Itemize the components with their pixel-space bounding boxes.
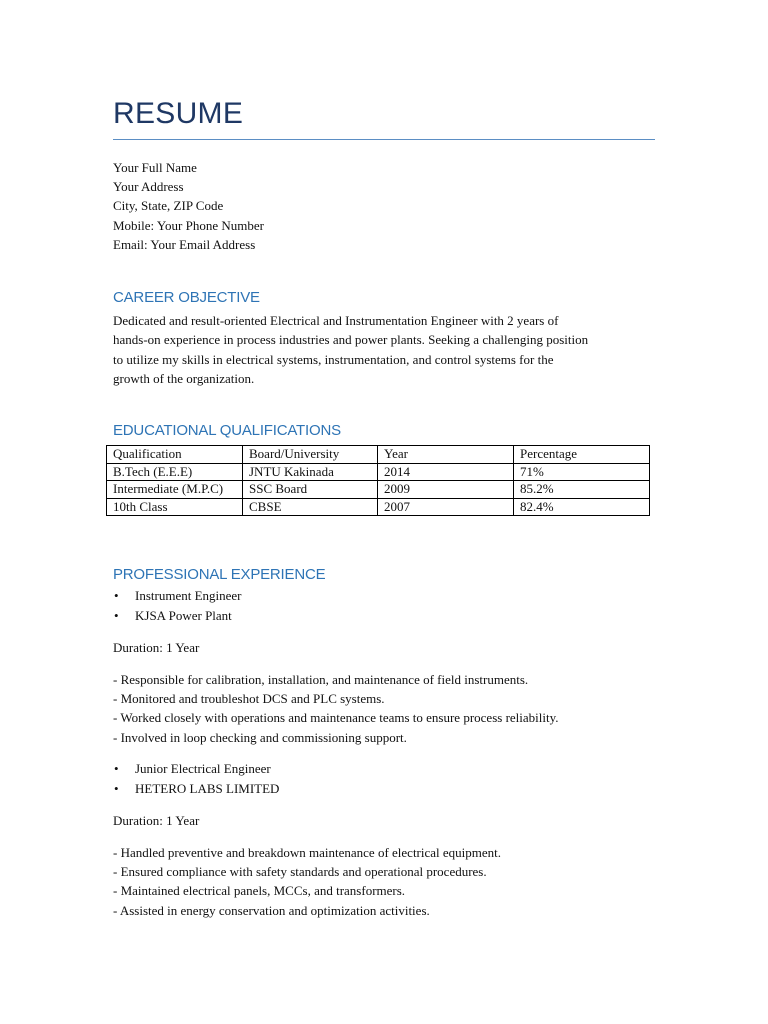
objective-line: to utilize my skills in electrical systems, instrumentation, and control systems for the xyxy=(113,351,554,367)
table-cell: 82.4% xyxy=(514,498,650,516)
duty-line: - Monitored and troubleshot DCS and PLC systems. xyxy=(113,691,385,707)
table-header-cell: Percentage xyxy=(514,446,650,464)
job-1-duties xyxy=(113,670,559,747)
duty-line: - Involved in loop checking and commissioning support. xyxy=(113,729,407,745)
table-cell: SSC Board xyxy=(243,481,378,499)
duty-line: - Ensured compliance with safety standards and operational procedures. xyxy=(113,864,487,880)
contact-name: Your Full Name xyxy=(113,160,197,175)
list-item xyxy=(113,586,242,606)
list-item xyxy=(113,779,279,799)
job-role: Junior Electrical Engineer xyxy=(135,761,271,776)
career-objective-heading: CAREER OBJECTIVE xyxy=(113,289,260,306)
objective-line: Dedicated and result-oriented Electrical and Instrumentation Engineer with 2 years of xyxy=(113,313,559,328)
duty-line: - Responsible for calibration, installation, and maintenance of field instruments. xyxy=(113,672,529,687)
table-header-cell: Qualification xyxy=(107,446,243,464)
title-divider xyxy=(113,139,655,140)
table-cell: 2007 xyxy=(378,498,514,516)
job-2-duties xyxy=(113,843,501,920)
table-cell: Intermediate (M.P.C) xyxy=(107,481,243,499)
bullet-icon: • xyxy=(114,780,119,796)
objective-line: hands-on experience in process industries and power plants. Seeking a challenging position xyxy=(113,332,589,348)
job-1-summary xyxy=(113,586,242,625)
contact-email: Email: Your Email Address xyxy=(113,236,256,252)
duty-line: - Worked closely with operations and maintenance teams to ensure process reliability. xyxy=(113,710,559,726)
list-item xyxy=(113,606,242,626)
duty-line: - Handled preventive and breakdown maintenance of electrical equipment. xyxy=(113,845,502,860)
table-cell: 71% xyxy=(514,463,650,481)
bullet-icon: • xyxy=(114,607,119,623)
table-row xyxy=(107,498,650,516)
table-cell: JNTU Kakinada xyxy=(243,463,378,481)
job-2-summary xyxy=(113,759,279,798)
table-row xyxy=(107,481,650,499)
job-company: HETERO LABS LIMITED xyxy=(135,780,280,796)
job-duration: Duration: 1 Year xyxy=(113,813,200,828)
table-cell: 2009 xyxy=(378,481,514,499)
experience-heading: PROFESSIONAL EXPERIENCE xyxy=(113,566,326,583)
objective-line: growth of the organization. xyxy=(113,370,255,386)
table-cell: 85.2% xyxy=(514,481,650,499)
table-header-cell: Board/University xyxy=(243,446,378,464)
duty-line: - Assisted in energy conservation and optimization activities. xyxy=(113,902,430,918)
career-objective-text xyxy=(113,311,658,388)
page-title: RESUME xyxy=(113,97,244,130)
table-cell: B.Tech (E.E.E) xyxy=(107,463,243,481)
bullet-icon: • xyxy=(114,588,119,603)
job-role: Instrument Engineer xyxy=(135,588,242,603)
contact-block xyxy=(113,158,264,254)
table-cell: 2014 xyxy=(378,463,514,481)
table-cell: 10th Class xyxy=(107,498,243,516)
education-heading: EDUCATIONAL QUALIFICATIONS xyxy=(113,422,341,439)
bullet-icon: • xyxy=(114,761,119,776)
job-duration: Duration: 1 Year xyxy=(113,640,200,655)
contact-address: Your Address xyxy=(113,179,184,195)
education-table xyxy=(106,445,650,516)
contact-mobile: Mobile: Your Phone Number xyxy=(113,217,264,233)
job-company: KJSA Power Plant xyxy=(135,607,232,623)
table-header-row xyxy=(107,446,650,464)
table-header-cell: Year xyxy=(378,446,514,464)
list-item xyxy=(113,759,279,779)
duty-line: - Maintained electrical panels, MCCs, and transformers. xyxy=(113,883,406,899)
table-row xyxy=(107,463,650,481)
table-cell: CBSE xyxy=(243,498,378,516)
contact-city: City, State, ZIP Code xyxy=(113,198,224,214)
